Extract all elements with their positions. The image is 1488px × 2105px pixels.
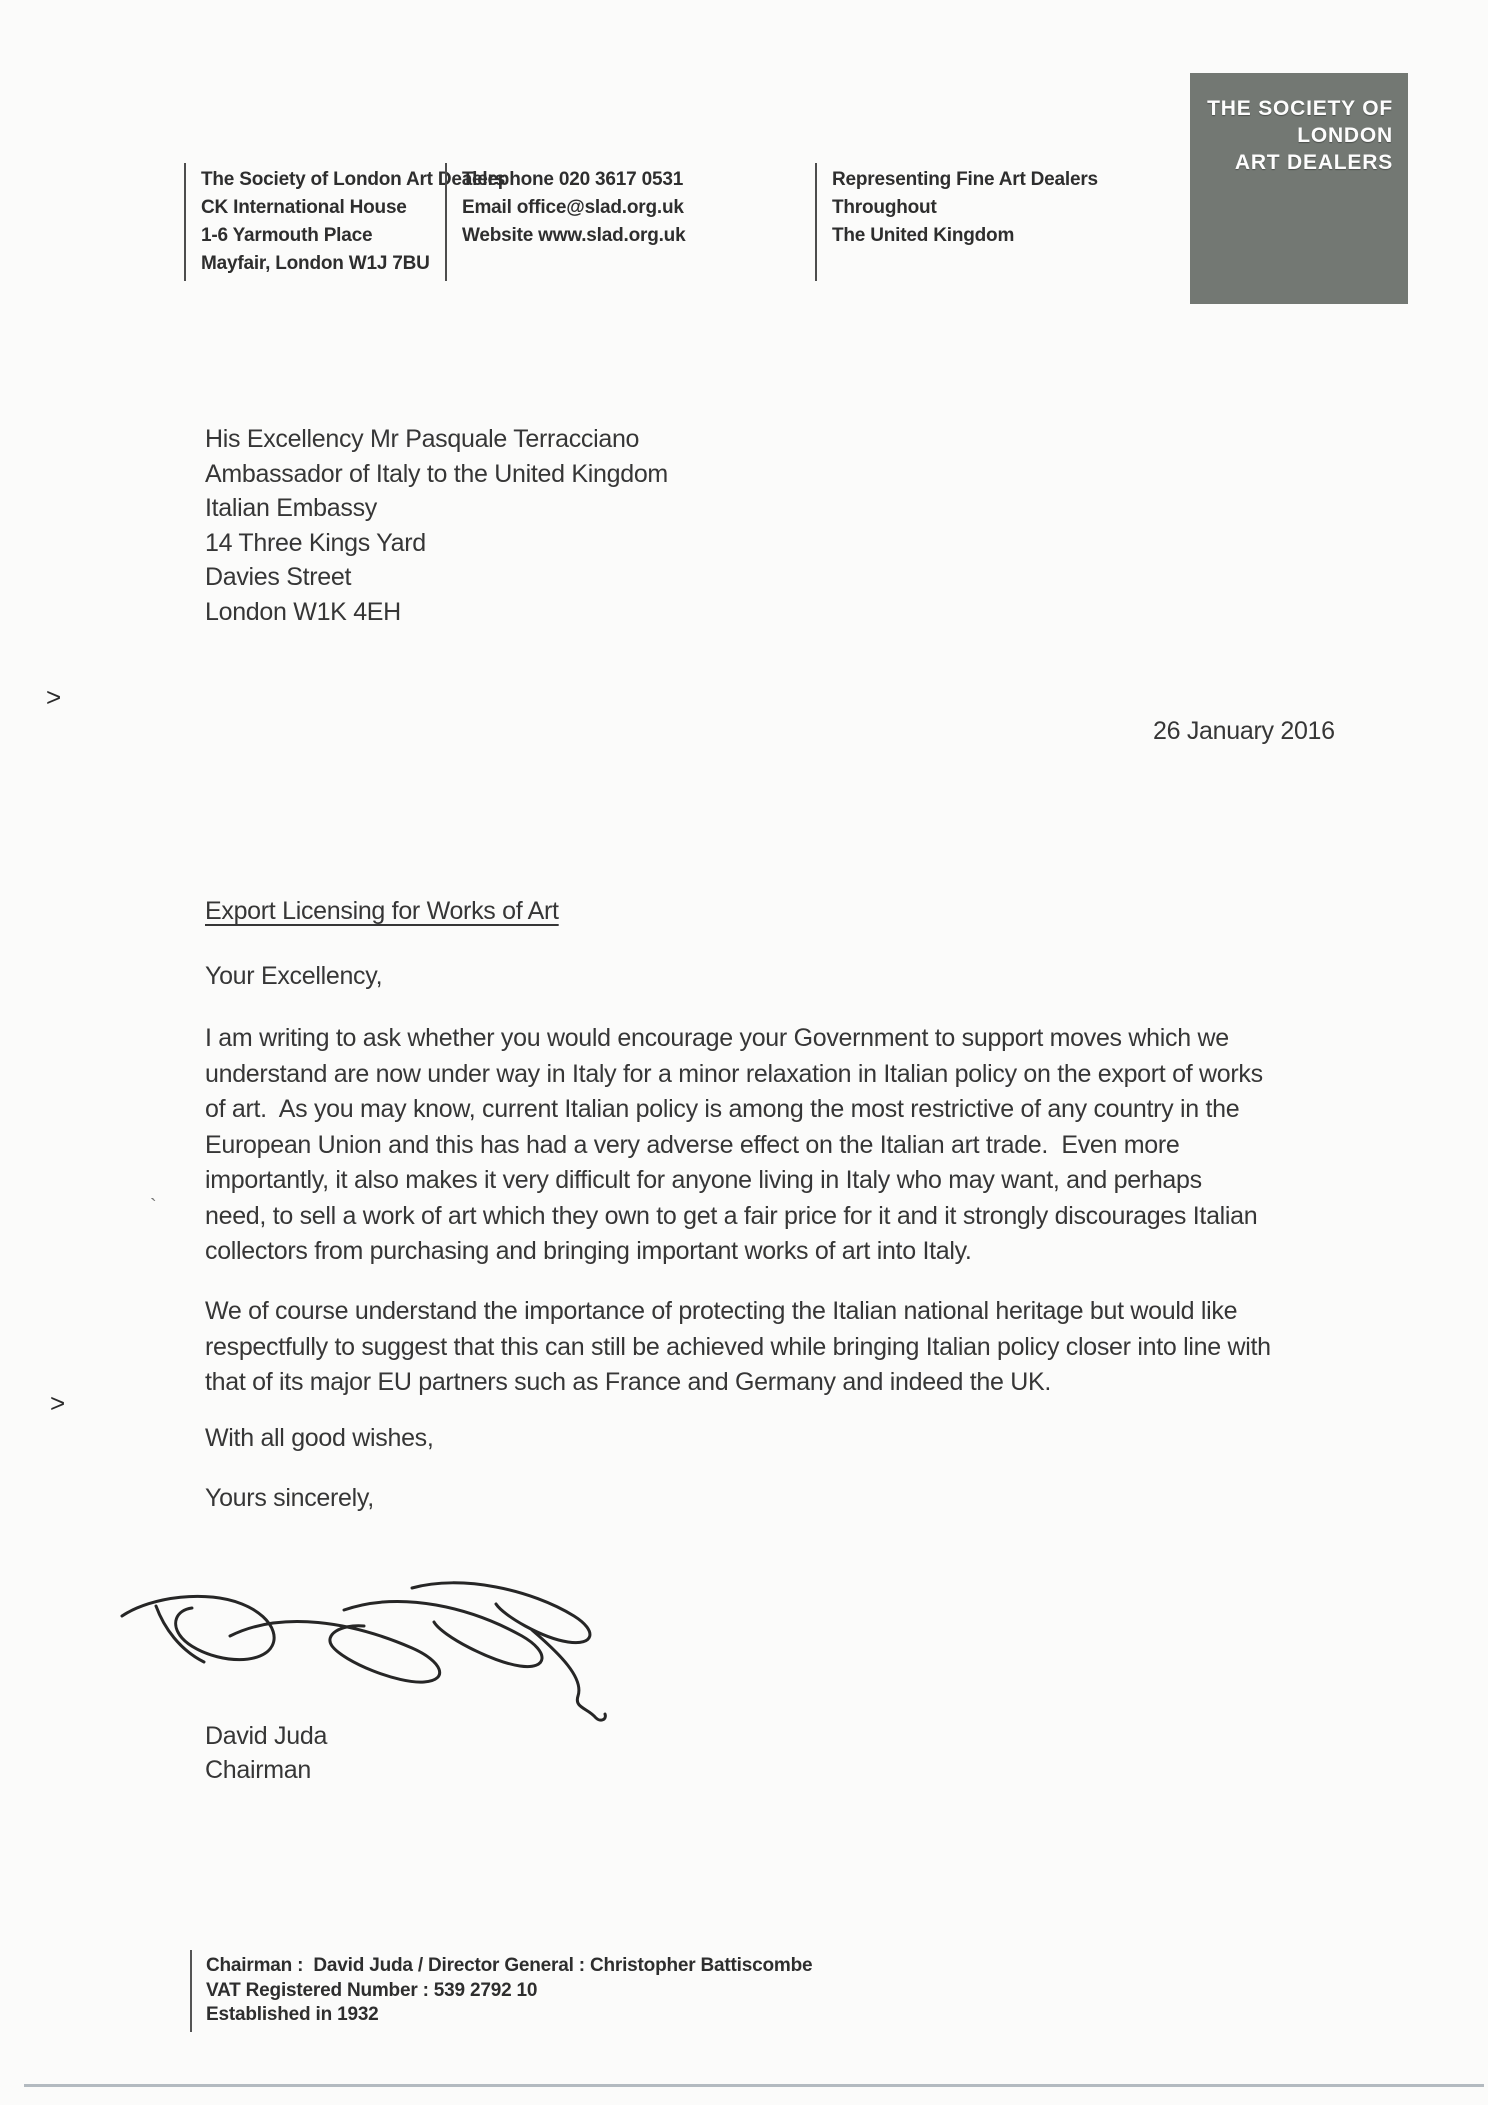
org-address-line: 1-6 Yarmouth Place [201, 225, 373, 246]
body-text-line: European Union and this has had a very adverse effect on the Italian art trade. Even more [205, 1130, 1180, 1159]
signer-title: Chairman [205, 1756, 311, 1784]
email-line: Email office@slad.org.uk [462, 197, 684, 218]
org-address-line: CK International House [201, 197, 407, 218]
closing-sincerely: Yours sincerely, [205, 1484, 374, 1512]
recipient-address-line: 14 Three Kings Yard [205, 528, 426, 557]
scan-edge-line [24, 2084, 1484, 2087]
footer-established-line: Established in 1932 [206, 2004, 379, 2025]
recipient-address-line: Davies Street [205, 563, 352, 591]
recipient-title: Ambassador of Italy to the United Kingdom [205, 459, 668, 488]
society-logo [1190, 73, 1408, 304]
subject-line: Export Licensing for Works of Art [205, 897, 559, 925]
body-text-line: respectfully to suggest that this can still be achieved while bringing Italian policy closer into line with [205, 1332, 1271, 1361]
tagline-line: Representing Fine Art Dealers [832, 169, 1098, 190]
recipient-address-line: Italian Embassy [205, 494, 377, 522]
body-text-line: importantly, it also makes it very difficult for anyone living in Italy who may want, and perhaps [205, 1166, 1202, 1194]
scan-margin-mark: > [50, 1388, 66, 1418]
logo-text-line: THE SOCIETY OF [1207, 97, 1393, 120]
body-text-line: collectors from purchasing and bringing important works of art into Italy. [205, 1237, 972, 1265]
recipient-address-line: London W1K 4EH [205, 597, 401, 626]
website-line: Website www.slad.org.uk [462, 225, 686, 246]
scan-speck: ` [150, 1196, 157, 1218]
body-text-line: that of its major EU partners such as France and Germany and indeed the UK. [205, 1368, 1051, 1396]
salutation: Your Excellency, [205, 962, 383, 990]
handwritten-signature [110, 1548, 635, 1743]
body-paragraph-1 [205, 1021, 1263, 1270]
recipient-address-block [205, 422, 668, 629]
body-text-line: of art. As you may know, current Italian policy is among the most restrictive of any country in the [205, 1095, 1240, 1123]
tagline-line: The United Kingdom [832, 225, 1015, 246]
body-text-line: I am writing to ask whether you would encourage your Government to support moves which we [205, 1024, 1229, 1052]
body-text-line: need, to sell a work of art which they own to get a fair price for it and it strongly discourages Italian [205, 1201, 1258, 1230]
footer-officers-line: Chairman : David Juda / Director General : Christopher Battiscombe [206, 1955, 813, 1976]
scan-margin-mark: > [46, 682, 62, 712]
body-text-line: We of course understand the importance of protecting the Italian national heritage but would like [205, 1297, 1238, 1325]
closing-wishes: With all good wishes, [205, 1424, 434, 1452]
org-address-line: Mayfair, London W1J 7BU [201, 253, 430, 274]
letterhead-tagline-column [815, 163, 1098, 281]
logo-text-line: ART DEALERS [1234, 151, 1393, 174]
signer-name: David Juda [205, 1722, 328, 1750]
org-name: The Society of London Art Dealers [201, 169, 506, 190]
body-paragraph-2 [205, 1294, 1271, 1401]
letterhead-contact-column [445, 163, 685, 281]
tagline-line: Throughout [832, 197, 937, 218]
logo-text-line: LONDON [1297, 124, 1393, 147]
letter-footer [190, 1950, 812, 2032]
body-text-line: understand are now under way in Italy for a minor relaxation in Italian policy on the export of works [205, 1059, 1263, 1088]
telephone-line: Telephone 020 3617 0531 [462, 169, 684, 190]
recipient-name: His Excellency Mr Pasquale Terracciano [205, 425, 640, 453]
footer-vat-line: VAT Registered Number : 539 2792 10 [206, 1979, 538, 2001]
letter-date: 26 January 2016 [1153, 717, 1335, 745]
